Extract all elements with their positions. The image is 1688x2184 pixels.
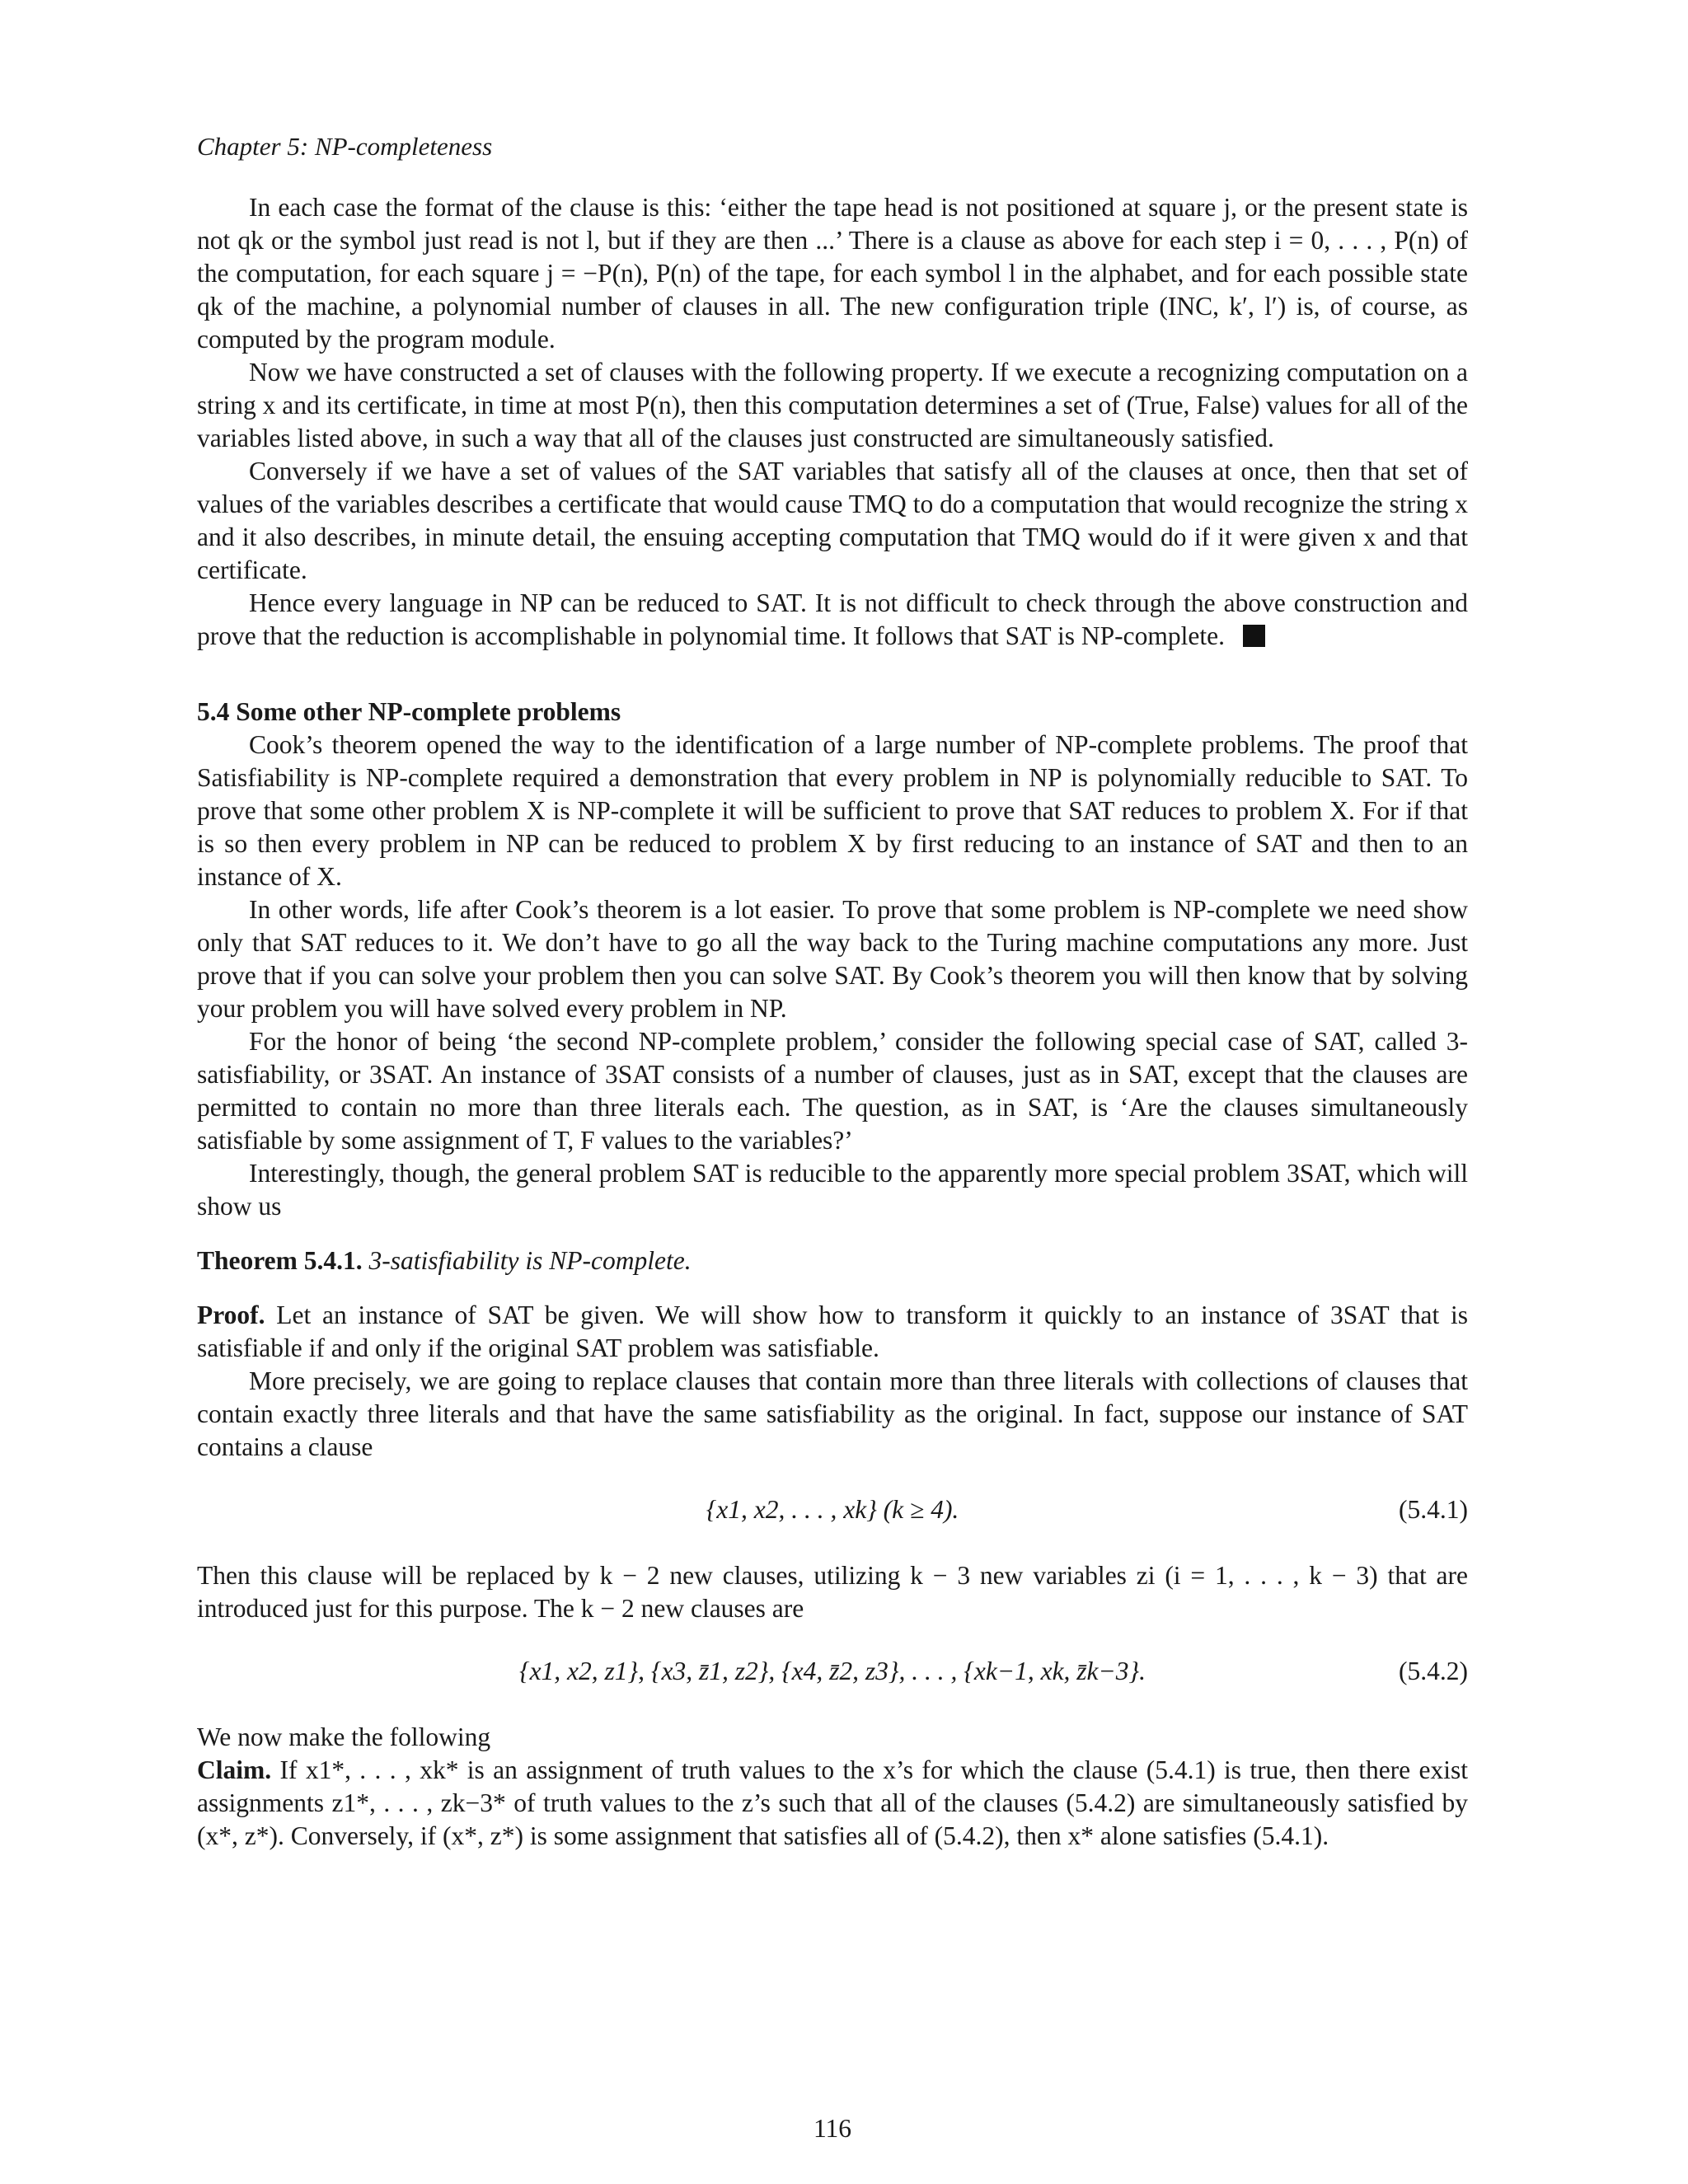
paragraph: Cook’s theorem opened the way to the identification of a large number of NP-complete problems. The proof that Satisfiability is NP-complete required a demonstration that every problem in NP is polynomially reducible to SAT. To prove that some other problem X is NP-complete it will be sufficient to prove that SAT reduces to problem X. For if that is so then every problem in NP can be reduced to problem X by first reducing to an instance of SAT and then to an instance of X. — [197, 730, 1468, 891]
proof — [197, 1299, 1468, 1365]
theorem — [197, 1244, 1468, 1277]
equation-5-4-1 — [197, 1495, 1468, 1528]
claim-text: If x1*, . . . , xk* is an assignment of truth values to the x’s for which the clause (5.4.1) is true, then there exist assignments z1*, . . . , zk−3* of truth values to the z’s such that all of the clauses (5.4.2) are simultaneously satisfied by (x*, z*). Conversely, if (x*, z*) is some assignment that satisfies all of (5.4.2), then x* alone satisfies (5.4.1). — [197, 1755, 1468, 1850]
equation-5-4-2 — [197, 1657, 1468, 1690]
claim-label: Claim. — [197, 1755, 272, 1784]
page-number: 116 — [813, 2114, 852, 2143]
paragraph: For the honor of being ‘the second NP-complete problem,’ consider the following special case of SAT, called 3-satisfiability, or 3SAT. An instance of 3SAT consists of a number of clauses, just as in SAT, except that the clauses are permitted to contain no more than three literals each. The question, as in SAT, is ‘Are the clauses simultaneously satisfiable by some assignment of T, F values to the variables?’ — [197, 1027, 1468, 1155]
theorem-text: 3-satisfiability is NP-complete. — [368, 1246, 692, 1275]
paragraph: In each case the format of the clause is this: ‘either the tape head is not positioned at square j, or the present state is not qk or the symbol just read is not l, but if they are then ...’ There is a clause as above for each step i = 0, . . . , P(n) of the computation, for each square j = −P(n), P(n) of the tape, for each symbol l in the alphabet, and for each possible state qk of the machine, a polynomial number of clauses in all. The new configuration triple (INC, k′, l′) is, of course, as computed by the program module. — [197, 193, 1468, 354]
equation-number: (5.4.2) — [1399, 1657, 1468, 1685]
paragraph: Conversely if we have a set of values of the SAT variables that satisfy all of the clauses at once, then that set of values of the variables describes a certificate that would cause TMQ to do a computation that would recognize the string x and it also describes, in minute detail, the ensuing accepting computation that TMQ would do if it were given x and that certificate. — [197, 457, 1468, 584]
equation-expression: {x1, x2, z1}, {x3, z̄1, z2}, {x4, z̄2, z3}, . . . , {xk−1, xk, z̄k−3}. — [518, 1657, 1146, 1685]
paragraph: Interestingly, though, the general problem SAT is reducible to the apparently more special problem 3SAT, which will show us — [197, 1159, 1468, 1221]
equation-number: (5.4.1) — [1399, 1495, 1468, 1524]
paragraph: We now make the following — [197, 1722, 491, 1751]
page — [197, 132, 1469, 2143]
claim — [197, 1754, 1468, 1853]
paragraph-with-qed — [197, 587, 1468, 653]
qed-square-icon — [1243, 625, 1265, 647]
theorem-label: Theorem 5.4.1. — [197, 1246, 363, 1275]
paragraph-text: Hence every language in NP can be reduced to SAT. It is not difficult to check through the above construction and prove that the reduction is accomplishable in polynomial time. It follows that SAT is NP-complete. — [197, 588, 1468, 650]
proof-label: Proof. — [197, 1301, 265, 1329]
section-title: 5.4 Some other NP-complete problems — [197, 697, 621, 726]
proof-text: Let an instance of SAT be given. We will show how to transform it quickly to an instance of 3SAT that is satisfiable if and only if the original SAT problem was satisfiable. — [197, 1301, 1469, 1362]
paragraph: In other words, life after Cook’s theorem is a lot easier. To prove that some problem is NP-complete we need show only that SAT reduces to it. We don’t have to go all the way back to the Turing machine computations any more. Just prove that if you can solve your problem then you can solve SAT. By Cook’s theorem you will then know that by solving your problem you will have solved every problem in NP. — [197, 895, 1468, 1023]
equation-expression: {x1, x2, . . . , xk} (k ≥ 4). — [706, 1495, 959, 1524]
paragraph: More precisely, we are going to replace clauses that contain more than three literals with collections of clauses that contain exactly three literals and that have the same satisfiability as the original. In fact, suppose our instance of SAT contains a clause — [197, 1366, 1468, 1461]
paragraph: Now we have constructed a set of clauses with the following property. If we execute a recognizing computation on a string x and its certificate, in time at most P(n), then this computation determines a set of (True, False) values for all of the variables listed above, in such a way that all of the clauses just constructed are simultaneously satisfied. — [197, 358, 1468, 452]
paragraph: Then this clause will be replaced by k − 2 new clauses, utilizing k − 3 new variables zi (i = 1, . . . , k − 3) that are introduced just for this purpose. The k − 2 new clauses are — [197, 1561, 1468, 1623]
running-header: Chapter 5: NP-completeness — [197, 132, 493, 161]
